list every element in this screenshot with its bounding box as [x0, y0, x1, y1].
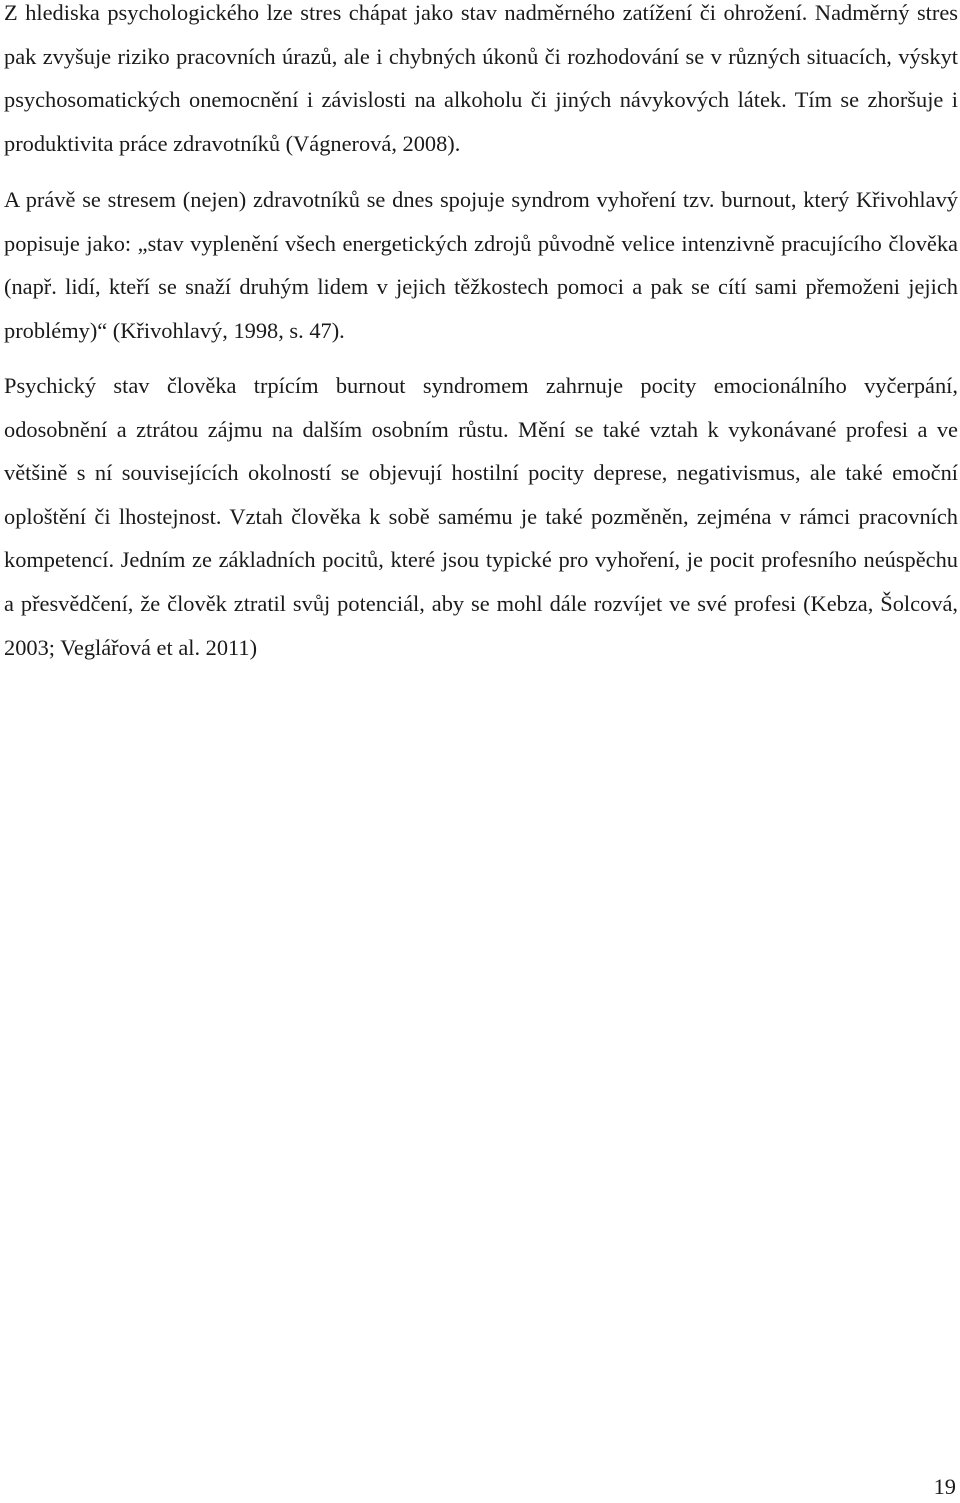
paragraph-burnout-symptoms: Psychický stav člověka trpícím burnout syndromem zahrnuje pocity emocionálního vyčerpání, odosobnění a ztrátou zájmu na dalším osobním růstu. Mění se také vztah k vykonávané profesi a ve většině s ní souvisejících okolností se objevují hostilní pocity deprese, negativismus, ale také emoční oploštění či lhostejnost. Vztah člověka k sobě samému je také pozměněn, zejména v rámci pracovních kompetencí. Jedním ze základních pocitů, které jsou typické pro vyhoření, je pocit profesního neúspěchu a přesvědčení, že člověk ztratil svůj potenciál, aby se mohl dále rozvíjet ve své profesi (Kebza, Šolcová, 2003; Veglářová et al. 2011): [4, 373, 958, 660]
paragraph-stress-definition: Z hlediska psychologického lze stres chápat jako stav nadměrného zatížení či ohrožení. Nadměrný stres pak zvyšuje riziko pracovních úrazů, ale i chybných úkonů či rozhodování se v různých situacích, výskyt psychosomatických onemocnění i závislosti na alkoholu či jiných návykových látek. Tím se zhoršuje i produktivita práce zdravotníků (Vágnerová, 2008).: [4, 0, 958, 156]
paragraph-burnout-definition: A právě se stresem (nejen) zdravotníků se dnes spojuje syndrom vyhoření tzv. burnout, který Křivohlavý popisuje jako: „stav vyplenění všech energetických zdrojů původně velice intenzivně pracujícího člověka (např. lidí, kteří se snaží druhým lidem v jejich těžkostech pomoci a pak se cítí sami přemoženi jejich problémy)“ (Křivohlavý, 1998, s. 47).: [4, 187, 958, 343]
page-number: 19: [933, 1474, 956, 1499]
